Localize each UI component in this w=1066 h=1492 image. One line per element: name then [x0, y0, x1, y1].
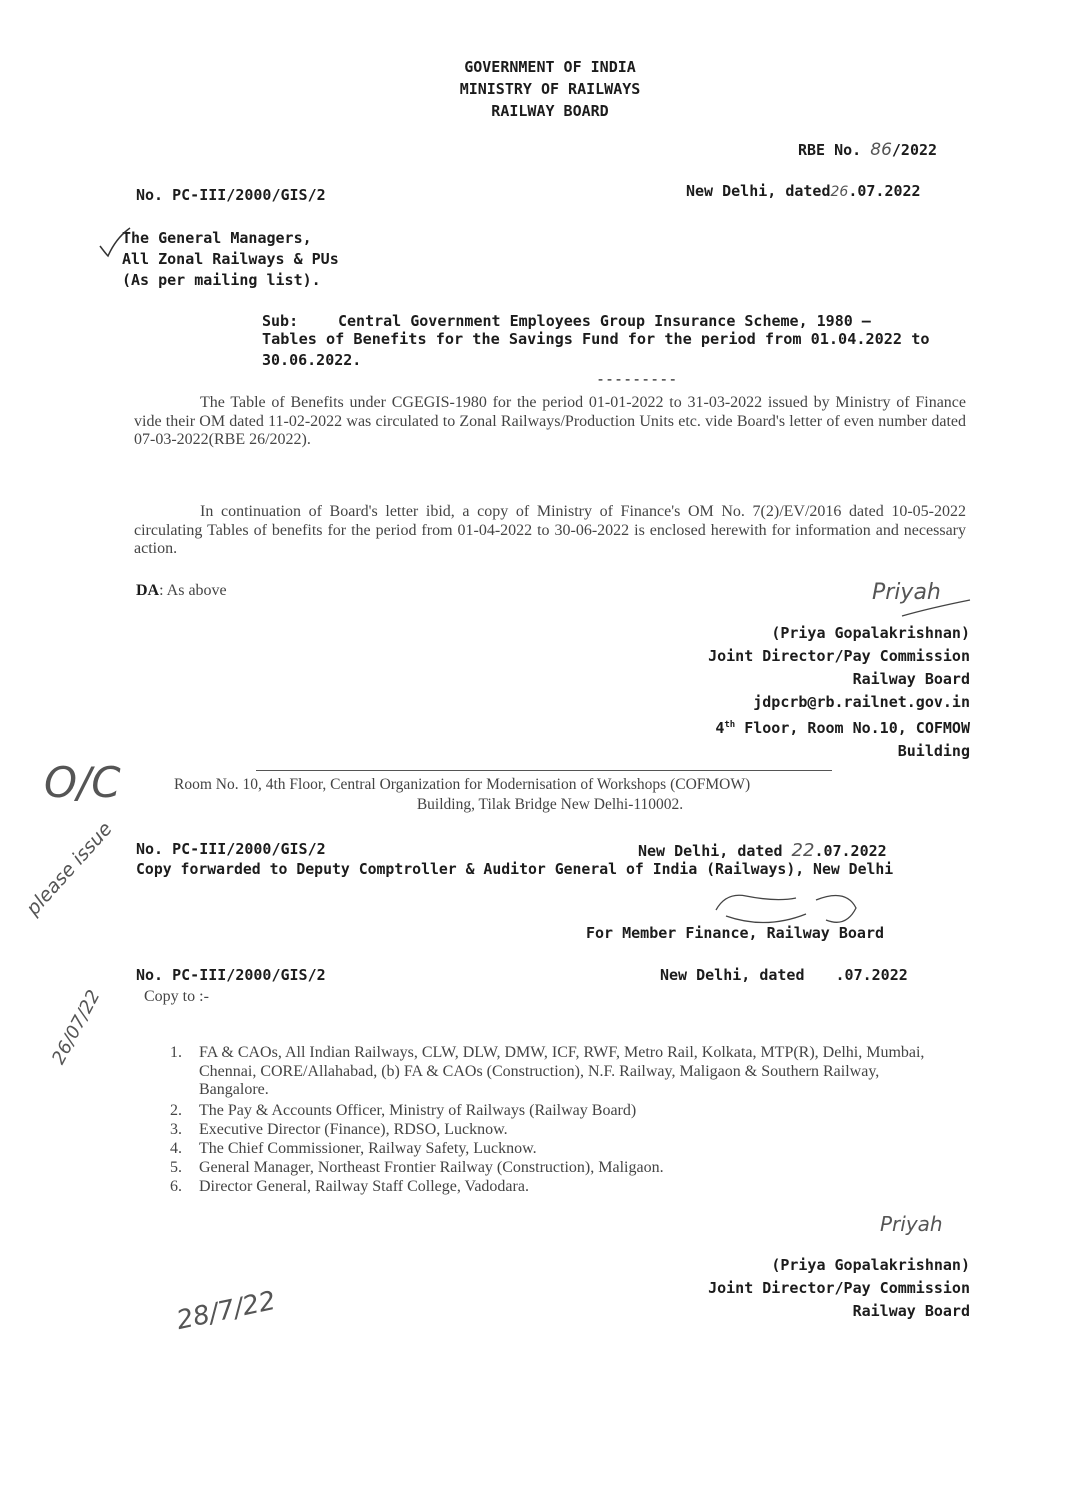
for-member-finance: For Member Finance, Railway Board — [586, 924, 885, 942]
reference-number-3: No. PC-III/2000/GIS/2 — [136, 966, 326, 984]
handwritten-bottom-note: 28/7/22 — [173, 1285, 279, 1337]
letterhead-board: RAILWAY BOARD — [491, 102, 609, 120]
signature-block-1: (Priya Gopalakrishnan) Joint Director/Pay Commission Railway Board jdpcrb@rb.railnet.gov.in 4th Floor, Room No.10, COFMOW Building — [600, 622, 970, 763]
signature-block-2: (Priya Gopalakrishnan) Joint Director/Pay Commission Railway Board — [708, 1256, 970, 1320]
reference-number: No. PC-III/2000/GIS/2 — [136, 186, 326, 204]
footer-address-line-2: Building, Tilak Bridge New Delhi-110002. — [416, 796, 684, 813]
footer-rule — [256, 770, 832, 771]
letter-date-3: New Delhi, dated .07.2022 — [660, 966, 908, 984]
subject-line-1: Central Government Employees Group Insurance Scheme, 1980 – — [338, 312, 871, 330]
signature-3: Priyah — [880, 1212, 943, 1236]
separator: --------- — [596, 370, 678, 388]
signature-1-stroke — [900, 598, 974, 620]
list-item: 6. Director General, Railway Staff College, Vadodara. — [170, 1177, 529, 1195]
list-item: 4. The Chief Commissioner, Railway Safety, Lucknow. — [170, 1139, 537, 1157]
footer-address-line-1: Room No. 10, 4th Floor, Central Organization for Modernisation of Workshops (COFMOW) — [174, 776, 751, 793]
addressee: The General Managers, All Zonal Railways & PUs (As per mailing list). — [122, 229, 339, 289]
email-address: jdpcrb@rb.railnet.gov.in — [753, 693, 970, 711]
tick-mark-icon — [96, 226, 132, 260]
handwritten-please-issue: please issue — [22, 817, 117, 920]
letterhead-ministry: MINISTRY OF RAILWAYS — [459, 80, 641, 98]
subject-label: Sub: — [262, 312, 299, 330]
letter-date: New Delhi, dated26.07.2022 — [686, 182, 921, 200]
subject-line-3: 30.06.2022. — [262, 351, 362, 369]
list-item: 2. The Pay & Accounts Officer, Ministry of Railways (Railway Board) — [170, 1101, 637, 1119]
rbe-number: RBE No. 86/2022 — [798, 140, 938, 160]
letterhead — [400, 56, 700, 122]
signature-1: Priyah — [872, 580, 941, 605]
reference-number-2: No. PC-III/2000/GIS/2 — [136, 840, 326, 858]
copy-to-label: Copy to :- — [144, 988, 209, 1005]
list-item: 3. Executive Director (Finance), RDSO, Lucknow. — [170, 1120, 508, 1138]
handwritten-oc: O/C — [44, 758, 121, 807]
list-item: 1. FA & CAOs, All Indian Railways, CLW, DLW, DMW, ICF, RWF, Metro Rail, Kolkata, MTP(R), Delhi, Mumbai, Chennai, CORE/Allahabad, (b) FA & CAOs (Construction), N.F. Railway, Maligaon & Southern Railway, Bangalore. — [170, 1044, 925, 1098]
copy-list — [170, 1044, 950, 1196]
paragraph-1: The Table of Benefits under CGEGIS-1980 for the period 01-01-2022 to 31-03-2022 issued by Ministry of Finance vide their OM dated 11-02-2022 was circulated to Zonal Railways/Production Units etc. vide Board's letter of even number dated 07-03-2022(RBE 26/2022). — [134, 394, 966, 448]
enclosure-note: DA: As above — [136, 582, 227, 599]
subject-line-2: Tables of Benefits for the Savings Fund for the period from 01.04.2022 to — [262, 330, 930, 348]
handwritten-date-note: 26/07/22 — [48, 986, 105, 1068]
list-item: 5. General Manager, Northeast Frontier Railway (Construction), Maligaon. — [170, 1158, 664, 1176]
rbe-handwritten-number: 86 — [870, 140, 892, 160]
letterhead-govt: GOVERNMENT OF INDIA — [464, 58, 636, 76]
letter-date-2: New Delhi, dated 22.07.2022 — [638, 840, 887, 861]
paragraph-2: In continuation of Board's letter ibid, a copy of Ministry of Finance's OM No. 7(2)/EV/2016 dated 10-05-2022 circulating Tables of benefits for the period from 01-04-2022 to 30-06-2022 is enclosed herewith for information and necessary action. — [134, 503, 966, 557]
copy-forwarded-line: Copy forwarded to Deputy Comptroller & Auditor General of India (Railways), New Delhi — [136, 861, 894, 878]
